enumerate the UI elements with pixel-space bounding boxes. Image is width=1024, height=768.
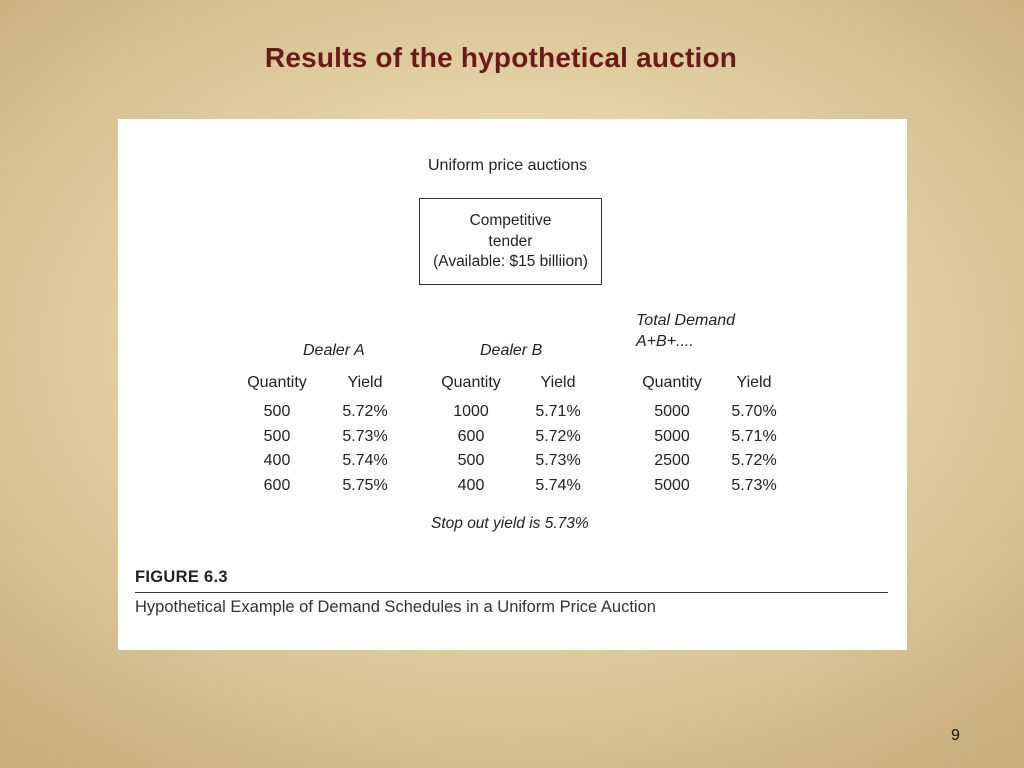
- total-yield-column: [719, 373, 789, 500]
- slide-title: Results of the hypothetical auction: [264, 42, 738, 73]
- total-demand-label: [636, 310, 735, 352]
- column-header: Yield: [736, 374, 772, 391]
- page-number: 9: [951, 727, 960, 744]
- stop-out-yield: Stop out yield is 5.73%: [431, 515, 589, 532]
- table-cell: 400: [457, 476, 485, 494]
- table-cell: 5.72%: [342, 403, 388, 420]
- column-header: Yield: [347, 374, 383, 391]
- dealer-a-label: Dealer A: [303, 342, 365, 359]
- tender-line-1: Competitive: [469, 212, 552, 229]
- competitive-tender-box: [419, 198, 602, 285]
- table-cell: 500: [263, 427, 291, 445]
- figure-number: FIGURE 6.3: [135, 568, 228, 586]
- total-demand-line-2: A+B+....: [636, 333, 694, 350]
- tender-line-2: tender: [488, 232, 533, 250]
- dealer-a-yield-column: [330, 373, 400, 500]
- column-header: Quantity: [642, 374, 702, 391]
- column-header: Yield: [540, 374, 576, 391]
- tender-line-3: (Available: $15 billiion): [433, 253, 588, 270]
- column-header: Quantity: [441, 374, 501, 391]
- table-cell: 500: [263, 403, 291, 420]
- table-cell: 600: [263, 476, 291, 494]
- table-cell: 5.72%: [535, 427, 581, 445]
- dealer-b-quantity-column: [436, 373, 506, 500]
- dealer-a-quantity-column: [242, 373, 312, 500]
- figure-caption: Hypothetical Example of Demand Schedules in a Uniform Price Auction: [135, 598, 656, 616]
- table-cell: 500: [457, 452, 485, 469]
- table-cell: 5.74%: [535, 476, 581, 494]
- total-quantity-column: [637, 373, 707, 500]
- total-demand-line-1: Total Demand: [636, 312, 736, 329]
- table-cell: 600: [457, 427, 485, 445]
- figure-heading: Uniform price auctions: [428, 157, 588, 174]
- table-cell: 5.73%: [535, 452, 581, 469]
- table-cell: 5.71%: [731, 427, 777, 445]
- table-cell: 5.70%: [731, 403, 777, 420]
- figure-divider: [135, 592, 888, 593]
- table-cell: 5000: [654, 403, 690, 420]
- dealer-b-label: Dealer B: [480, 342, 543, 359]
- table-cell: 5.73%: [731, 476, 777, 494]
- table-cell: 5.71%: [535, 403, 581, 420]
- column-header: Quantity: [247, 374, 307, 391]
- table-cell: 5.75%: [342, 476, 388, 494]
- table-cell: 2500: [654, 452, 690, 469]
- dealer-b-yield-column: [523, 373, 593, 500]
- table-cell: 5.74%: [342, 452, 388, 469]
- table-cell: 5.73%: [342, 427, 388, 445]
- table-cell: 5.72%: [731, 452, 777, 469]
- table-cell: 1000: [453, 403, 489, 420]
- table-cell: 400: [263, 452, 291, 469]
- table-cell: 5000: [654, 427, 690, 445]
- figure-image: [118, 119, 907, 650]
- table-cell: 5000: [654, 476, 690, 494]
